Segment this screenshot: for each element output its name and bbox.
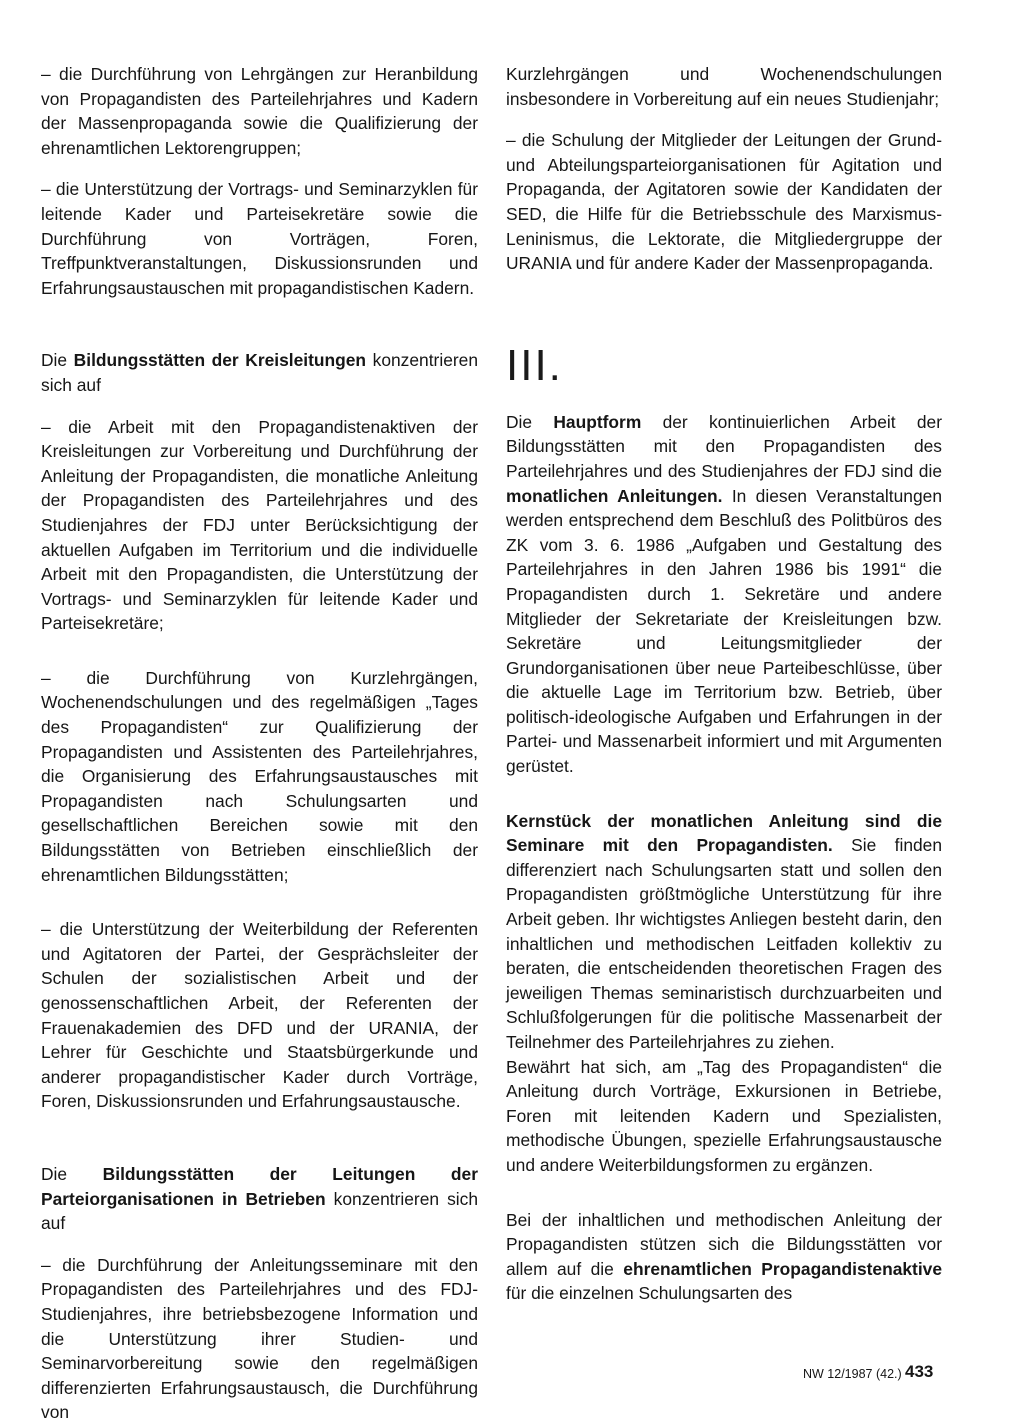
paragraph: – die Unterstützung der Vortrags- und Seminarzyklen für leitende Kader und Parteisekretäre sowie die Durchführung von Vorträgen, Foren, Treffpunktveranstaltungen, Diskussionsrunden und Erfahrungsaustauschen mit propagandistischen Kadern. xyxy=(41,179,478,298)
paragraph xyxy=(506,1208,942,1306)
text-span: Die xyxy=(41,350,74,371)
paragraph: – die Unterstützung der Weiterbildung der Referenten und Agitatoren der Partei, der Gesprächsleiter der Schulen der sozialistischen Arbeit und der genossenschaftlichen Arbeit, der Referenten der Frauenakademien des DFD und der URANIA, der Lehrer für Geschichte und Staatsbürgerkunde und anderer propagandistischer Kader durch Vorträge, Foren, Diskussionsrunden und Erfahrungsaustausche. xyxy=(41,919,478,1112)
emphasis-text: Bildungsstätten der Kreisleitungen xyxy=(73,350,367,371)
paragraph: – die Durchführung der Anleitungsseminare mit den Propagandisten des Parteilehrjahres und des FDJ-Studienjahres, ihre betriebsbezogene Information und die Unterstützung ihrer Studien- und Seminarvorbereitung sowie den regelmäßigen differenzierten Erfahrungsaustausch, die Durchführung von xyxy=(41,1254,478,1423)
text-span: Sie finden differenziert nach Schulungsarten statt und sollen den Propagandisten größtmögliche Unterstützung für ihre Arbeit geben. Ihr wichtigstes Anliegen besteht darin, den inhaltlichen und methodischen Leitfaden kollektiv zu beraten, die entscheidenden theoretischen Fragen des jeweiligen Themas seminaristisch durchzuarbeiten und Schlußfolgerungen für die politische Massenarbeit der Teilnehmer des Parteilehrjahres zu ziehen. xyxy=(506,835,943,1052)
emphasis-text: Bildungsstätten der Leitungen der Parteiorganisationen in Betrieben xyxy=(41,1163,478,1209)
emphasis-text: Kernstück der monatlichen Anleitung sind die Seminare mit den Propagandisten. xyxy=(506,810,942,856)
text-span: konzentrieren sich auf xyxy=(41,350,478,395)
paragraph: – die Schulung der Mitglieder der Leitungen der Grund- und Abteilungsparteiorganisationen für Agitation und Propaganda, der Agitatoren sowie der Kandidaten der SED, die Hilfe für die Betriebsschule des Marxismus-Leninismus, die Lektorate, die Mitgliedergruppe der URANIA und für andere Kader der Massenpropaganda. xyxy=(506,130,942,274)
left-column xyxy=(41,62,478,1425)
paragraph: Bewährt hat sich, am „Tag des Propagandisten“ die Anleitung durch Vorträge, Exkursionen in Betriebe, Foren mit leitenden Kadern und Spezialisten, methodische Übungen, spezielle Erfahrungsaustausche und andere Weiterbildungsformen zu ergänzen. xyxy=(506,1056,942,1175)
emphasis-text: ehrenamtlichen Propagandistenaktive xyxy=(623,1258,943,1279)
paragraph: – die Durchführung von Kurzlehrgängen, Wochenendschulungen und des regelmäßigen „Tages des Propagandisten“ zur Qualifizierung der Propagandisten und Assistenten des Parteilehrjahres, die Organisierung des Erfahrungsaustausches mit Propagandisten nach Schulungsarten und gesellschaftlichen Bereichen sowie mit den Bildungsstätten von Betrieben einschließlich der ehrenamtlichen Bildungsstätten; xyxy=(41,667,478,885)
text-span: In diesen Veranstaltungen werden entsprechend dem Beschluß des Politbüros des ZK vom 3. 6. 1986 „Aufgaben und Gestaltung des Parteilehrjahres in den Jahren 1986 bis 1991“ die Propagandisten durch 1. Sekretäre und andere Mitglieder der Sekretariate der Kreisleitungen bzw. Sekretäre und Leitungsmitglieder der Grundorganisationen über neue Parteibeschlüsse, über die aktuelle Lage im Territorium bzw. Betrieb, über politisch-ideologische Aufgaben und Erfahrungen in der Partei- und Massenarbeit informiert und mit Argumenten gerüstet. xyxy=(506,485,942,777)
text-span: Bei der inhaltlichen und methodischen Anleitung der Propagandisten stützen sich die Bildungsstätten vor allem auf die xyxy=(506,1209,942,1279)
paragraph xyxy=(506,410,942,779)
paragraph: – die Arbeit mit den Propagandistenaktiven der Kreisleitungen zur Vorbereitung und Durchführung der Anleitung der Propagandisten, die monatliche Anleitung der Propagandisten des Parteilehrjahres und des Studienjahres der FDJ unter Berücksichtigung der aktuellen Aufgaben im Territorium und die individuelle Arbeit mit den Propagandisten, die Unterstützung der Vortrags- und Seminarzyklen für leitende Kader und Parteisekretäre; xyxy=(41,416,478,634)
section-intro xyxy=(41,348,478,397)
text-span: Die xyxy=(506,411,554,432)
paragraph xyxy=(506,809,942,1055)
text-span: für die einzelnen Schulungsarten des xyxy=(506,1283,793,1304)
right-column xyxy=(506,62,942,1306)
section-intro xyxy=(41,1162,478,1236)
journal-reference: NW 12/1987 (42.) xyxy=(803,1367,902,1381)
emphasis-text: monatlichen Anleitungen. xyxy=(506,485,723,506)
paragraph: Kurzlehrgängen und Wochenendschulungen insbesondere in Vorbereitung auf ein neues Studienjahr; xyxy=(506,64,942,109)
paragraph: – die Durchführung von Lehrgängen zur Heranbildung von Propagandisten des Parteilehrjahres und Kadern der Massenpropaganda sowie die Qualifizierung der ehrenamtlichen Lektorengruppen; xyxy=(41,64,478,158)
emphasis-text: Hauptform xyxy=(553,411,642,432)
page-number: 433 xyxy=(905,1362,934,1381)
text-span: der kontinuierlichen Arbeit der Bildungsstätten mit den Propagandisten des Parteilehrjahres und des Studienjahres der FDJ sind die xyxy=(506,411,942,481)
text-span: konzentrieren sich auf xyxy=(41,1188,478,1234)
text-span: Die xyxy=(41,1163,103,1184)
section-number: III. xyxy=(506,340,563,390)
